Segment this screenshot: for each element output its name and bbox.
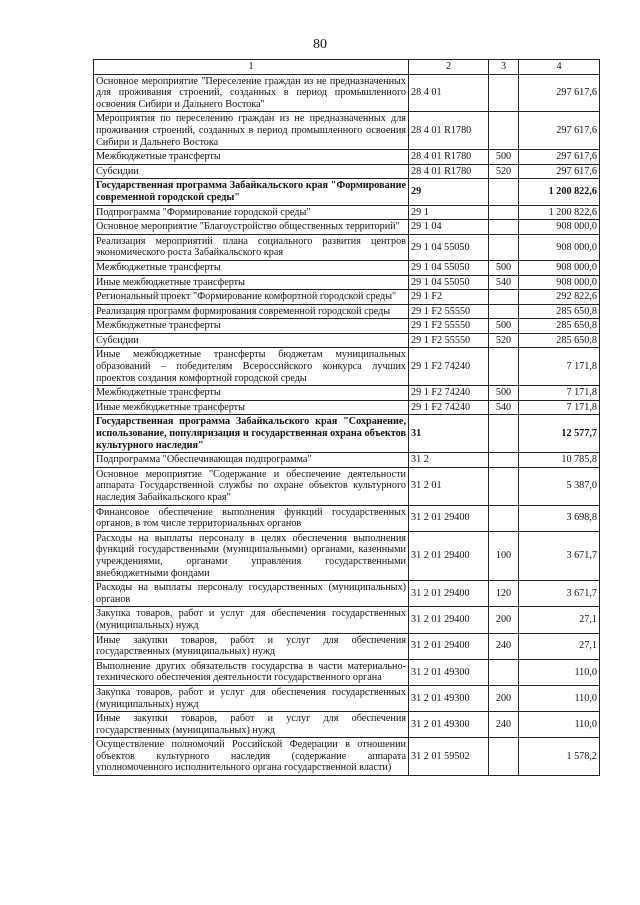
row-code-cell: 31 bbox=[409, 415, 489, 453]
row-amount-cell: 1 578,2 bbox=[519, 738, 600, 776]
table-row bbox=[94, 581, 600, 607]
row-expense-type-cell: 500 bbox=[489, 319, 519, 334]
row-code-cell: 28 4 01 R1780 bbox=[409, 150, 489, 165]
row-amount-cell: 10 785,8 bbox=[519, 453, 600, 468]
row-expense-type-cell: 120 bbox=[489, 581, 519, 607]
column-header-expense-type: 3 bbox=[489, 60, 519, 75]
row-code-cell: 31 2 bbox=[409, 453, 489, 468]
row-amount-cell: 3 671,7 bbox=[519, 581, 600, 607]
page-number: 80 bbox=[313, 37, 327, 52]
row-amount-cell: 5 387,0 bbox=[519, 467, 600, 505]
table-row bbox=[94, 205, 600, 220]
row-name-cell: Реализация программ формирования современной городской среды bbox=[94, 304, 409, 319]
row-code-cell: 29 1 04 55050 bbox=[409, 234, 489, 260]
row-expense-type-cell bbox=[489, 505, 519, 531]
row-name-cell: Основное мероприятие "Содержание и обеспечение деятельности аппарата Государственной службы по охране объектов культурного наследия Забайкальского края" bbox=[94, 467, 409, 505]
row-code-cell: 29 1 04 bbox=[409, 220, 489, 235]
row-name-cell: Подпрограмма "Формирование городской среды" bbox=[94, 205, 409, 220]
budget-table bbox=[93, 59, 600, 776]
table-row bbox=[94, 415, 600, 453]
row-amount-cell: 110,0 bbox=[519, 659, 600, 685]
row-expense-type-cell bbox=[489, 290, 519, 305]
row-amount-cell: 908 000,0 bbox=[519, 275, 600, 290]
row-amount-cell: 297 617,6 bbox=[519, 112, 600, 150]
column-header-code: 2 bbox=[409, 60, 489, 75]
row-amount-cell: 7 171,8 bbox=[519, 348, 600, 386]
row-code-cell: 29 1 04 55050 bbox=[409, 275, 489, 290]
row-name-cell: Межбюджетные трансферты bbox=[94, 319, 409, 334]
row-name-cell: Государственная программа Забайкальского края "Формирование современной городской среды" bbox=[94, 179, 409, 205]
row-amount-cell: 110,0 bbox=[519, 712, 600, 738]
row-expense-type-cell: 500 bbox=[489, 260, 519, 275]
row-name-cell: Межбюджетные трансферты bbox=[94, 386, 409, 401]
row-expense-type-cell: 200 bbox=[489, 607, 519, 633]
row-amount-cell: 7 171,8 bbox=[519, 386, 600, 401]
table-row bbox=[94, 453, 600, 468]
row-amount-cell: 7 171,8 bbox=[519, 400, 600, 415]
row-code-cell: 29 1 F2 74240 bbox=[409, 348, 489, 386]
row-name-cell: Расходы на выплаты персоналу государственных (муниципальных) органов bbox=[94, 581, 409, 607]
row-code-cell: 29 1 F2 55550 bbox=[409, 304, 489, 319]
row-amount-cell: 27,1 bbox=[519, 633, 600, 659]
row-name-cell: Иные закупки товаров, работ и услуг для обеспечения государственных (муниципальных) нужд bbox=[94, 712, 409, 738]
row-expense-type-cell: 540 bbox=[489, 275, 519, 290]
row-name-cell: Расходы на выплаты персоналу в целях обеспечения выполнения функций государственными (муниципальными) органами, казенными учреждениями, органами управления государственными внебюджетными фондами bbox=[94, 531, 409, 580]
table-row bbox=[94, 607, 600, 633]
row-expense-type-cell: 200 bbox=[489, 685, 519, 711]
row-name-cell: Государственная программа Забайкальского края "Сохранение, использование, популяризация и государственная охрана объектов культурного наследия" bbox=[94, 415, 409, 453]
row-code-cell: 29 1 bbox=[409, 205, 489, 220]
table-header-row bbox=[94, 60, 600, 75]
row-expense-type-cell: 520 bbox=[489, 164, 519, 179]
row-name-cell: Выполнение других обязательств государства в части материально-технического обеспечения деятельности государственного органа bbox=[94, 659, 409, 685]
table-row bbox=[94, 712, 600, 738]
row-code-cell: 28 4 01 R1780 bbox=[409, 112, 489, 150]
row-code-cell: 31 2 01 29400 bbox=[409, 531, 489, 580]
row-expense-type-cell bbox=[489, 467, 519, 505]
row-name-cell: Иные межбюджетные трансферты bbox=[94, 400, 409, 415]
table-row bbox=[94, 220, 600, 235]
table-row bbox=[94, 260, 600, 275]
row-amount-cell: 1 200 822,6 bbox=[519, 179, 600, 205]
row-expense-type-cell: 240 bbox=[489, 633, 519, 659]
row-amount-cell: 285 650,8 bbox=[519, 304, 600, 319]
table-row bbox=[94, 179, 600, 205]
table-row bbox=[94, 150, 600, 165]
row-amount-cell: 285 650,8 bbox=[519, 333, 600, 348]
table-row bbox=[94, 738, 600, 776]
table-row bbox=[94, 467, 600, 505]
row-expense-type-cell bbox=[489, 205, 519, 220]
table-row bbox=[94, 348, 600, 386]
table-row bbox=[94, 74, 600, 112]
table-row bbox=[94, 275, 600, 290]
row-amount-cell: 12 577,7 bbox=[519, 415, 600, 453]
row-name-cell: Подпрограмма "Обеспечивающая подпрограмма" bbox=[94, 453, 409, 468]
row-code-cell: 31 2 01 59502 bbox=[409, 738, 489, 776]
row-code-cell: 31 2 01 bbox=[409, 467, 489, 505]
table-row bbox=[94, 505, 600, 531]
column-header-name: 1 bbox=[94, 60, 409, 75]
row-code-cell: 31 2 01 29400 bbox=[409, 633, 489, 659]
row-amount-cell: 297 617,6 bbox=[519, 150, 600, 165]
row-amount-cell: 908 000,0 bbox=[519, 234, 600, 260]
row-expense-type-cell bbox=[489, 659, 519, 685]
row-amount-cell: 110,0 bbox=[519, 685, 600, 711]
row-code-cell: 31 2 01 49300 bbox=[409, 712, 489, 738]
row-code-cell: 29 1 F2 55550 bbox=[409, 319, 489, 334]
row-name-cell: Финансовое обеспечение выполнения функций государственных органов, в том числе территориальных органов bbox=[94, 505, 409, 531]
row-code-cell: 31 2 01 29400 bbox=[409, 581, 489, 607]
row-amount-cell: 3 671,7 bbox=[519, 531, 600, 580]
table-row bbox=[94, 304, 600, 319]
row-expense-type-cell bbox=[489, 304, 519, 319]
row-name-cell: Осуществление полномочий Российской Федерации в отношении объектов культурного наследия (содержание аппарата уполномоченного исполнительного органа государственной власти) bbox=[94, 738, 409, 776]
table-row bbox=[94, 234, 600, 260]
row-code-cell: 31 2 01 29400 bbox=[409, 607, 489, 633]
row-expense-type-cell bbox=[489, 453, 519, 468]
table-row bbox=[94, 319, 600, 334]
row-code-cell: 28 4 01 R1780 bbox=[409, 164, 489, 179]
row-expense-type-cell bbox=[489, 112, 519, 150]
table-row bbox=[94, 659, 600, 685]
row-amount-cell: 285 650,8 bbox=[519, 319, 600, 334]
row-name-cell: Реализация мероприятий плана социального развития центров экономического роста Забайкальского края bbox=[94, 234, 409, 260]
row-expense-type-cell: 520 bbox=[489, 333, 519, 348]
row-code-cell: 31 2 01 49300 bbox=[409, 685, 489, 711]
row-name-cell: Субсидии bbox=[94, 164, 409, 179]
row-name-cell: Мероприятия по переселению граждан из не предназначенных для проживания строений, созданных в период промышленного освоения Сибири и Дальнего Востока bbox=[94, 112, 409, 150]
table-row bbox=[94, 164, 600, 179]
table-row bbox=[94, 112, 600, 150]
row-code-cell: 29 1 F2 55550 bbox=[409, 333, 489, 348]
row-name-cell: Закупка товаров, работ и услуг для обеспечения государственных (муниципальных) нужд bbox=[94, 607, 409, 633]
row-expense-type-cell: 100 bbox=[489, 531, 519, 580]
row-expense-type-cell bbox=[489, 179, 519, 205]
table-row bbox=[94, 531, 600, 580]
row-expense-type-cell bbox=[489, 415, 519, 453]
row-amount-cell: 27,1 bbox=[519, 607, 600, 633]
row-amount-cell: 908 000,0 bbox=[519, 220, 600, 235]
row-expense-type-cell: 540 bbox=[489, 400, 519, 415]
row-amount-cell: 292 822,6 bbox=[519, 290, 600, 305]
row-expense-type-cell bbox=[489, 74, 519, 112]
row-name-cell: Иные закупки товаров, работ и услуг для обеспечения государственных (муниципальных) нужд bbox=[94, 633, 409, 659]
row-name-cell: Региональный проект "Формирование комфортной городской среды" bbox=[94, 290, 409, 305]
row-amount-cell: 3 698,8 bbox=[519, 505, 600, 531]
row-amount-cell: 297 617,6 bbox=[519, 74, 600, 112]
row-name-cell: Основное мероприятие "Переселение граждан из не предназначенных для проживания строений, созданных в период промышленного освоения Сибири и Дальнего Востока" bbox=[94, 74, 409, 112]
table-row bbox=[94, 290, 600, 305]
row-code-cell: 29 1 F2 bbox=[409, 290, 489, 305]
row-name-cell: Субсидии bbox=[94, 333, 409, 348]
column-header-amount: 4 bbox=[519, 60, 600, 75]
row-name-cell: Межбюджетные трансферты bbox=[94, 150, 409, 165]
row-code-cell: 29 1 04 55050 bbox=[409, 260, 489, 275]
row-name-cell: Основное мероприятие "Благоустройство общественных территорий" bbox=[94, 220, 409, 235]
row-amount-cell: 1 200 822,6 bbox=[519, 205, 600, 220]
row-name-cell: Иные межбюджетные трансферты бюджетам муниципальных образований – победителям Всероссийского конкурса лучших проектов создания комфортной городской среды bbox=[94, 348, 409, 386]
row-code-cell: 31 2 01 49300 bbox=[409, 659, 489, 685]
row-amount-cell: 908 000,0 bbox=[519, 260, 600, 275]
row-code-cell: 31 2 01 29400 bbox=[409, 505, 489, 531]
row-code-cell: 29 1 F2 74240 bbox=[409, 386, 489, 401]
table-row bbox=[94, 333, 600, 348]
table-row bbox=[94, 685, 600, 711]
row-code-cell: 28 4 01 bbox=[409, 74, 489, 112]
row-expense-type-cell: 240 bbox=[489, 712, 519, 738]
table-row bbox=[94, 386, 600, 401]
table-row bbox=[94, 400, 600, 415]
row-expense-type-cell bbox=[489, 220, 519, 235]
row-expense-type-cell bbox=[489, 738, 519, 776]
row-expense-type-cell: 500 bbox=[489, 150, 519, 165]
row-name-cell: Закупка товаров, работ и услуг для обеспечения государственных (муниципальных) нужд bbox=[94, 685, 409, 711]
row-amount-cell: 297 617,6 bbox=[519, 164, 600, 179]
row-expense-type-cell bbox=[489, 234, 519, 260]
row-name-cell: Межбюджетные трансферты bbox=[94, 260, 409, 275]
row-name-cell: Иные межбюджетные трансферты bbox=[94, 275, 409, 290]
row-expense-type-cell: 500 bbox=[489, 386, 519, 401]
row-code-cell: 29 1 F2 74240 bbox=[409, 400, 489, 415]
row-code-cell: 29 bbox=[409, 179, 489, 205]
row-expense-type-cell bbox=[489, 348, 519, 386]
table-row bbox=[94, 633, 600, 659]
